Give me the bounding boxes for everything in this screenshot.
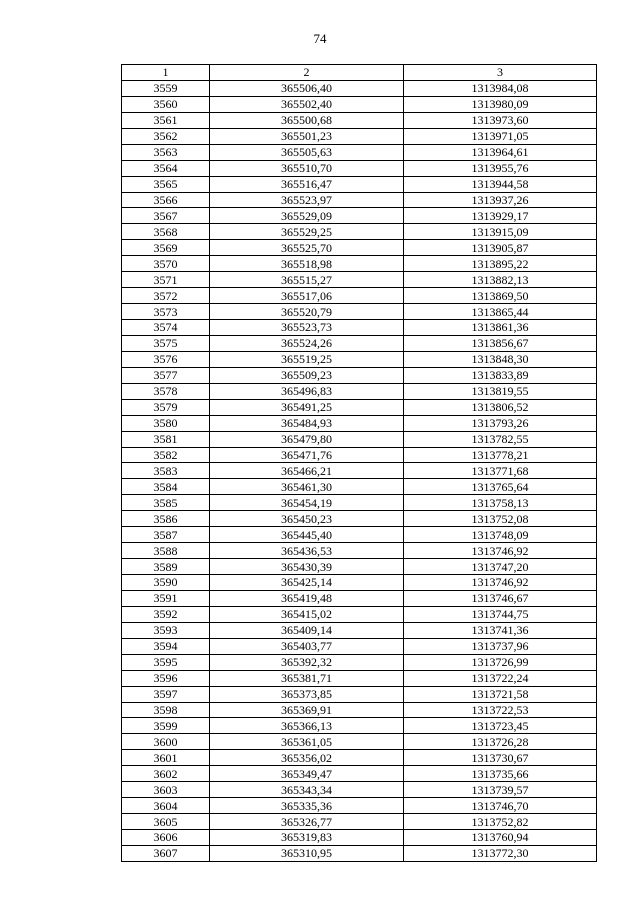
table-row	[122, 224, 597, 240]
point-number-cell: 3579	[122, 399, 210, 415]
point-number-cell: 3581	[122, 431, 210, 447]
y-coordinate-cell: 1313806,52	[404, 399, 597, 415]
y-coordinate-cell: 1313973,60	[404, 112, 597, 128]
point-number-cell: 3593	[122, 622, 210, 638]
point-number-cell: 3589	[122, 559, 210, 575]
table-row	[122, 575, 597, 591]
y-coordinate-cell: 1313856,67	[404, 335, 597, 351]
table-row	[122, 463, 597, 479]
table-row	[122, 511, 597, 527]
table-row	[122, 128, 597, 144]
table-row	[122, 622, 597, 638]
x-coordinate-cell: 365373,85	[210, 686, 404, 702]
point-number-cell: 3605	[122, 814, 210, 830]
point-number-cell: 3606	[122, 830, 210, 846]
page-number: 74	[313, 31, 327, 46]
x-coordinate-cell: 365479,80	[210, 431, 404, 447]
y-coordinate-cell: 1313747,20	[404, 559, 597, 575]
point-number-cell: 3560	[122, 96, 210, 112]
y-coordinate-cell: 1313793,26	[404, 415, 597, 431]
table-row	[122, 80, 597, 96]
table-row	[122, 399, 597, 415]
point-number-cell: 3583	[122, 463, 210, 479]
table-row	[122, 734, 597, 750]
x-coordinate-cell: 365519,25	[210, 351, 404, 367]
y-coordinate-cell: 1313726,28	[404, 734, 597, 750]
point-number-cell: 3600	[122, 734, 210, 750]
x-coordinate-cell: 365454,19	[210, 495, 404, 511]
point-number-cell: 3590	[122, 575, 210, 591]
point-number-cell: 3592	[122, 606, 210, 622]
y-coordinate-cell: 1313739,57	[404, 782, 597, 798]
point-number-cell: 3562	[122, 128, 210, 144]
y-coordinate-cell: 1313752,82	[404, 814, 597, 830]
x-coordinate-cell: 365361,05	[210, 734, 404, 750]
point-number-cell: 3576	[122, 351, 210, 367]
y-coordinate-cell: 1313746,92	[404, 543, 597, 559]
y-coordinate-cell: 1313771,68	[404, 463, 597, 479]
x-coordinate-cell: 365525,70	[210, 240, 404, 256]
table-row	[122, 845, 597, 861]
table-row	[122, 495, 597, 511]
y-coordinate-cell: 1313964,61	[404, 144, 597, 160]
table-row	[122, 543, 597, 559]
x-coordinate-cell: 365430,39	[210, 559, 404, 575]
y-coordinate-cell: 1313765,64	[404, 479, 597, 495]
point-number-cell: 3587	[122, 527, 210, 543]
point-number-cell: 3591	[122, 590, 210, 606]
y-coordinate-cell: 1313819,55	[404, 383, 597, 399]
y-coordinate-cell: 1313735,66	[404, 766, 597, 782]
point-number-cell: 3578	[122, 383, 210, 399]
x-coordinate-cell: 365517,06	[210, 288, 404, 304]
x-coordinate-cell: 365509,23	[210, 367, 404, 383]
x-coordinate-cell: 365419,48	[210, 590, 404, 606]
x-coordinate-cell: 365366,13	[210, 718, 404, 734]
table-row	[122, 814, 597, 830]
x-coordinate-cell: 365518,98	[210, 256, 404, 272]
x-coordinate-cell: 365523,73	[210, 320, 404, 336]
x-coordinate-cell: 365523,97	[210, 192, 404, 208]
table-row	[122, 288, 597, 304]
table-row	[122, 272, 597, 288]
table-row	[122, 638, 597, 654]
point-number-cell: 3584	[122, 479, 210, 495]
y-coordinate-cell: 1313772,30	[404, 845, 597, 861]
point-number-cell: 3580	[122, 415, 210, 431]
point-number-cell: 3577	[122, 367, 210, 383]
point-number-cell: 3567	[122, 208, 210, 224]
point-number-cell: 3575	[122, 335, 210, 351]
y-coordinate-cell: 1313746,70	[404, 798, 597, 814]
table-row	[122, 351, 597, 367]
x-coordinate-cell: 365310,95	[210, 845, 404, 861]
x-coordinate-cell: 365461,30	[210, 479, 404, 495]
x-coordinate-cell: 365500,68	[210, 112, 404, 128]
table-row	[122, 96, 597, 112]
point-number-cell: 3570	[122, 256, 210, 272]
table-row	[122, 304, 597, 320]
coordinates-table	[121, 64, 597, 862]
x-coordinate-cell: 365529,09	[210, 208, 404, 224]
x-coordinate-cell: 365505,63	[210, 144, 404, 160]
table-row	[122, 718, 597, 734]
x-coordinate-cell: 365506,40	[210, 80, 404, 96]
x-coordinate-cell: 365466,21	[210, 463, 404, 479]
point-number-cell: 3565	[122, 176, 210, 192]
table-row	[122, 702, 597, 718]
x-coordinate-cell: 365501,23	[210, 128, 404, 144]
y-coordinate-cell: 1313861,36	[404, 320, 597, 336]
x-coordinate-cell: 365356,02	[210, 750, 404, 766]
table-row	[122, 415, 597, 431]
table-row	[122, 654, 597, 670]
y-coordinate-cell: 1313971,05	[404, 128, 597, 144]
y-coordinate-cell: 1313984,08	[404, 80, 597, 96]
y-coordinate-cell: 1313748,09	[404, 527, 597, 543]
x-coordinate-cell: 365529,25	[210, 224, 404, 240]
point-number-cell: 3574	[122, 320, 210, 336]
x-coordinate-cell: 365403,77	[210, 638, 404, 654]
table-row	[122, 766, 597, 782]
y-coordinate-cell: 1313746,92	[404, 575, 597, 591]
y-coordinate-cell: 1313882,13	[404, 272, 597, 288]
x-coordinate-cell: 365335,36	[210, 798, 404, 814]
point-number-cell: 3601	[122, 750, 210, 766]
point-number-cell: 3602	[122, 766, 210, 782]
point-number-cell: 3604	[122, 798, 210, 814]
table-row	[122, 830, 597, 846]
point-number-cell: 3603	[122, 782, 210, 798]
table-row	[122, 112, 597, 128]
point-number-cell: 3572	[122, 288, 210, 304]
y-coordinate-cell: 1313741,36	[404, 622, 597, 638]
table-row	[122, 320, 597, 336]
point-number-cell: 3561	[122, 112, 210, 128]
point-number-cell: 3585	[122, 495, 210, 511]
point-number-cell: 3588	[122, 543, 210, 559]
y-coordinate-cell: 1313782,55	[404, 431, 597, 447]
x-coordinate-cell: 365516,47	[210, 176, 404, 192]
y-coordinate-cell: 1313869,50	[404, 288, 597, 304]
y-coordinate-cell: 1313722,24	[404, 670, 597, 686]
x-coordinate-cell: 365520,79	[210, 304, 404, 320]
column-header-1: 1	[122, 65, 210, 81]
x-coordinate-cell: 365445,40	[210, 527, 404, 543]
y-coordinate-cell: 1313980,09	[404, 96, 597, 112]
point-number-cell: 3568	[122, 224, 210, 240]
table-row	[122, 431, 597, 447]
x-coordinate-cell: 365471,76	[210, 447, 404, 463]
y-coordinate-cell: 1313905,87	[404, 240, 597, 256]
x-coordinate-cell: 365491,25	[210, 399, 404, 415]
table-row	[122, 240, 597, 256]
x-coordinate-cell: 365343,34	[210, 782, 404, 798]
x-coordinate-cell: 365515,27	[210, 272, 404, 288]
point-number-cell: 3569	[122, 240, 210, 256]
y-coordinate-cell: 1313944,58	[404, 176, 597, 192]
y-coordinate-cell: 1313744,75	[404, 606, 597, 622]
point-number-cell: 3564	[122, 160, 210, 176]
x-coordinate-cell: 365392,32	[210, 654, 404, 670]
x-coordinate-cell: 365502,40	[210, 96, 404, 112]
x-coordinate-cell: 365409,14	[210, 622, 404, 638]
point-number-cell: 3586	[122, 511, 210, 527]
table-row	[122, 144, 597, 160]
x-coordinate-cell: 365349,47	[210, 766, 404, 782]
table-row	[122, 367, 597, 383]
point-number-cell: 3582	[122, 447, 210, 463]
x-coordinate-cell: 365524,26	[210, 335, 404, 351]
y-coordinate-cell: 1313778,21	[404, 447, 597, 463]
table-row	[122, 176, 597, 192]
table-row	[122, 782, 597, 798]
y-coordinate-cell: 1313955,76	[404, 160, 597, 176]
table-row	[122, 160, 597, 176]
point-number-cell: 3559	[122, 80, 210, 96]
x-coordinate-cell: 365510,70	[210, 160, 404, 176]
point-number-cell: 3599	[122, 718, 210, 734]
table-row	[122, 606, 597, 622]
y-coordinate-cell: 1313895,22	[404, 256, 597, 272]
y-coordinate-cell: 1313746,67	[404, 590, 597, 606]
table-row	[122, 208, 597, 224]
x-coordinate-cell: 365425,14	[210, 575, 404, 591]
point-number-cell: 3607	[122, 845, 210, 861]
x-coordinate-cell: 365326,77	[210, 814, 404, 830]
x-coordinate-cell: 365496,83	[210, 383, 404, 399]
table-header-row	[122, 65, 597, 81]
y-coordinate-cell: 1313721,58	[404, 686, 597, 702]
y-coordinate-cell: 1313915,09	[404, 224, 597, 240]
table-row	[122, 590, 597, 606]
table-row	[122, 559, 597, 575]
table-row	[122, 383, 597, 399]
point-number-cell: 3597	[122, 686, 210, 702]
point-number-cell: 3596	[122, 670, 210, 686]
y-coordinate-cell: 1313722,53	[404, 702, 597, 718]
table-row	[122, 335, 597, 351]
x-coordinate-cell: 365369,91	[210, 702, 404, 718]
y-coordinate-cell: 1313848,30	[404, 351, 597, 367]
table-row	[122, 192, 597, 208]
x-coordinate-cell: 365450,23	[210, 511, 404, 527]
y-coordinate-cell: 1313758,13	[404, 495, 597, 511]
y-coordinate-cell: 1313752,08	[404, 511, 597, 527]
x-coordinate-cell: 365436,53	[210, 543, 404, 559]
point-number-cell: 3566	[122, 192, 210, 208]
y-coordinate-cell: 1313929,17	[404, 208, 597, 224]
column-header-2: 2	[210, 65, 404, 81]
table-row	[122, 256, 597, 272]
x-coordinate-cell: 365319,83	[210, 830, 404, 846]
y-coordinate-cell: 1313737,96	[404, 638, 597, 654]
y-coordinate-cell: 1313726,99	[404, 654, 597, 670]
y-coordinate-cell: 1313760,94	[404, 830, 597, 846]
point-number-cell: 3573	[122, 304, 210, 320]
point-number-cell: 3563	[122, 144, 210, 160]
table-row	[122, 527, 597, 543]
point-number-cell: 3595	[122, 654, 210, 670]
y-coordinate-cell: 1313723,45	[404, 718, 597, 734]
x-coordinate-cell: 365381,71	[210, 670, 404, 686]
point-number-cell: 3598	[122, 702, 210, 718]
table-row	[122, 798, 597, 814]
x-coordinate-cell: 365484,93	[210, 415, 404, 431]
table-row	[122, 670, 597, 686]
y-coordinate-cell: 1313865,44	[404, 304, 597, 320]
table-row	[122, 479, 597, 495]
point-number-cell: 3594	[122, 638, 210, 654]
table-row	[122, 447, 597, 463]
point-number-cell: 3571	[122, 272, 210, 288]
x-coordinate-cell: 365415,02	[210, 606, 404, 622]
y-coordinate-cell: 1313937,26	[404, 192, 597, 208]
table-row	[122, 750, 597, 766]
column-header-3: 3	[404, 65, 597, 81]
y-coordinate-cell: 1313730,67	[404, 750, 597, 766]
y-coordinate-cell: 1313833,89	[404, 367, 597, 383]
table-row	[122, 686, 597, 702]
